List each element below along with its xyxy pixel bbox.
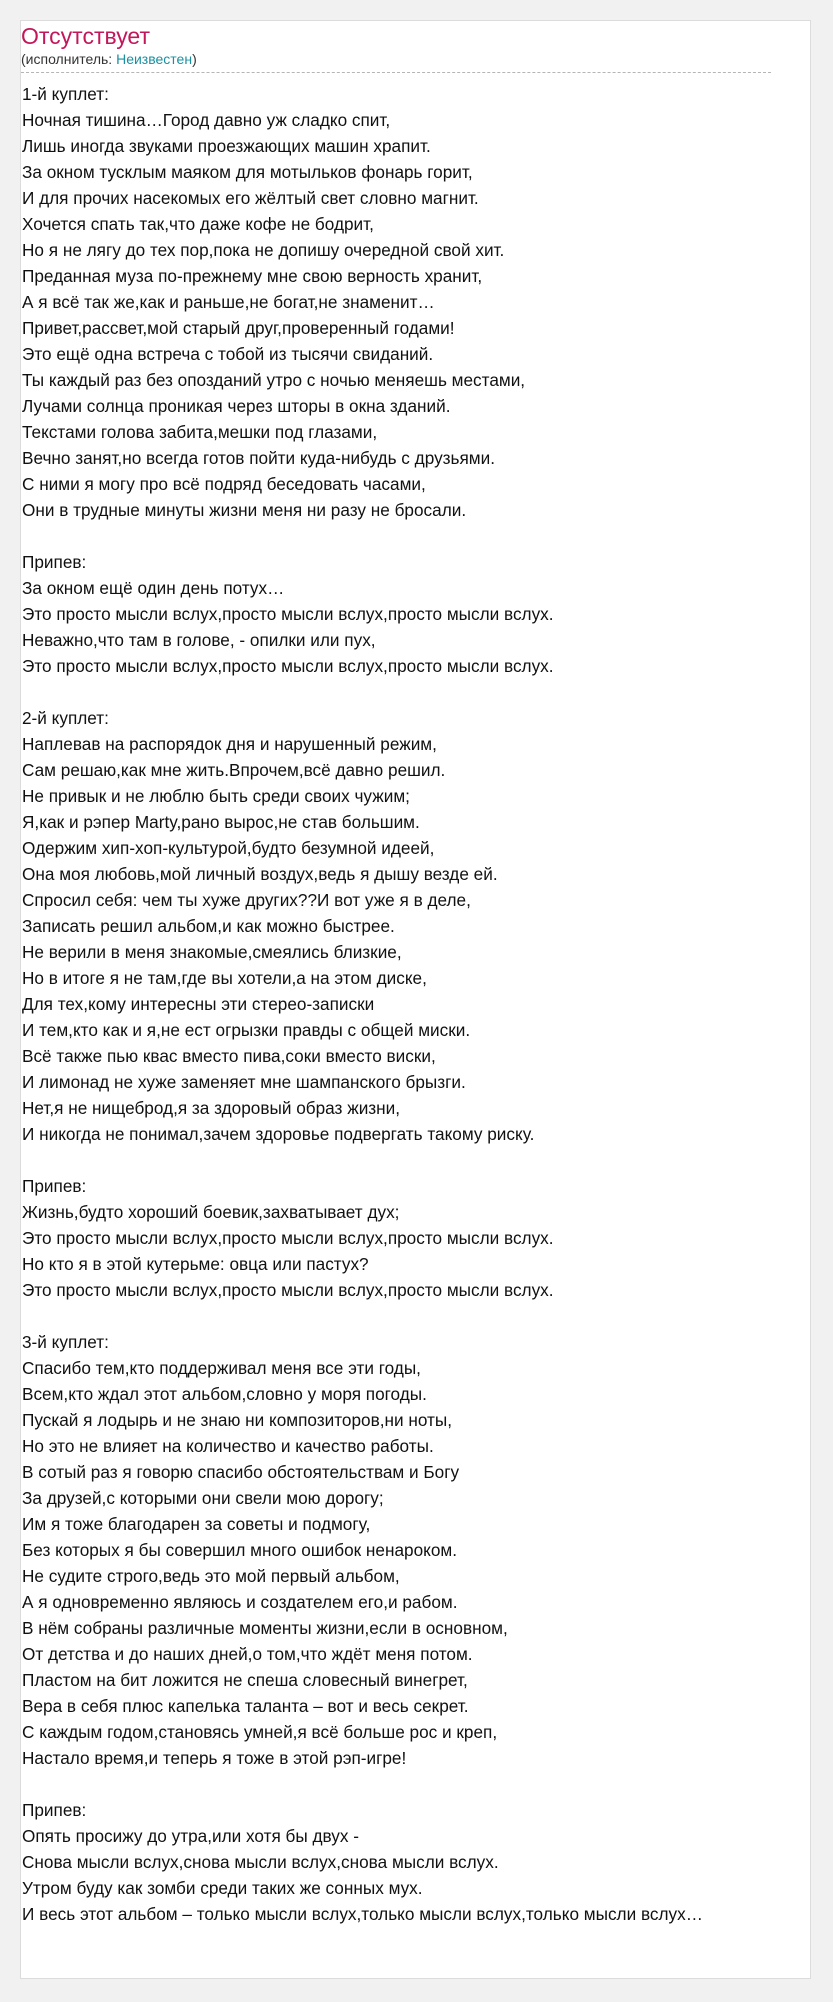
lyric-line: Это просто мысли вслух,просто мысли вслух,просто мысли вслух. (22, 656, 554, 676)
lyric-line: Вера в себя плюс капелька таланта – вот и весь секрет. (22, 1696, 469, 1716)
lyric-line: Но кто я в этой кутерьме: овца или пастух? (22, 1254, 369, 1274)
lyric-line: Опять просижу до утра,или хотя бы двух - (22, 1826, 359, 1846)
lyric-line: За окном ещё один день потух… (22, 578, 285, 598)
lyric-line: И весь этот альбом – только мысли вслух,только мысли вслух,только мысли вслух… (22, 1904, 703, 1924)
lyric-line: Не привык и не люблю быть среди своих чужим; (22, 786, 410, 806)
lyric-line: Ты каждый раз без опозданий утро с ночью меняешь местами, (22, 370, 526, 390)
lyric-line: Наплевав на распорядок дня и нарушенный режим, (22, 734, 437, 754)
lyric-line: Всем,кто ждал этот альбом,словно у моря погоды. (22, 1384, 427, 1404)
lyric-line: Текстами голова забита,мешки под глазами, (22, 422, 378, 442)
lyric-blank-line (22, 523, 792, 549)
lyric-line: Но это не влияет на количество и качество работы. (22, 1436, 434, 1456)
lyric-line: Припев: (22, 1176, 87, 1196)
artist-link[interactable]: Неизвестен (116, 51, 193, 67)
header-divider (21, 72, 771, 73)
lyric-line: Без которых я бы совершил много ошибок ненароком. (22, 1540, 457, 1560)
lyric-line: Это ещё одна встреча с тобой из тысячи свиданий. (22, 344, 434, 364)
lyric-line: Лишь иногда звуками проезжающих машин храпит. (22, 136, 431, 156)
lyric-line: Им я тоже благодарен за советы и подмогу, (22, 1514, 371, 1534)
lyric-line: Я,как и рэпер Marty,рано вырос,не став большим. (22, 812, 420, 832)
lyric-line: Для тех,кому интересны эти стерео-записки (22, 994, 375, 1014)
song-title: Отсутствует (21, 23, 150, 49)
lyric-line: В сотый раз я говорю спасибо обстоятельствам и Богу (22, 1462, 460, 1482)
lyric-line: Утром буду как зомби среди таких же сонных мух. (22, 1878, 423, 1898)
lyric-line: Они в трудные минуты жизни меня ни разу не бросали. (22, 500, 467, 520)
lyric-line: Жизнь,будто хороший боевик,захватывает дух; (22, 1202, 400, 1222)
lyric-line: Лучами солнца проникая через шторы в окна зданий. (22, 396, 451, 416)
lyric-line: 3-й куплет: (22, 1332, 109, 1352)
lyric-line: Не верили в меня знакомые,смеялись близкие, (22, 942, 402, 962)
lyric-line: В нём собраны различные моменты жизни,если в основном, (22, 1618, 508, 1638)
lyric-line: А я одновременно являюсь и создателем его,и рабом. (22, 1592, 458, 1612)
lyric-line: Это просто мысли вслух,просто мысли вслух,просто мысли вслух. (22, 1280, 554, 1300)
lyric-line: И для прочих насекомых его жёлтый свет словно магнит. (22, 188, 479, 208)
lyric-line: Настало время,и теперь я тоже в этой рэп-игре! (22, 1748, 407, 1768)
song-header (21, 22, 771, 68)
lyric-line: Но я не лягу до тех пор,пока не допишу очередной свой хит. (22, 240, 505, 260)
lyric-line: Ночная тишина…Город давно уж сладко спит, (22, 110, 391, 130)
artist-line (21, 50, 771, 68)
artist-suffix: ) (192, 51, 197, 67)
lyric-line: Это просто мысли вслух,просто мысли вслух,просто мысли вслух. (22, 1228, 554, 1248)
lyric-line: За окном тусклым маяком для мотыльков фонарь горит, (22, 162, 473, 182)
lyric-line: Спасибо тем,кто поддерживал меня все эти годы, (22, 1358, 421, 1378)
lyric-line: Сам решаю,как мне жить.Впрочем,всё давно решил. (22, 760, 446, 780)
lyric-line: Записать решил альбом,и как можно быстрее. (22, 916, 395, 936)
lyric-blank-line (22, 1771, 792, 1797)
lyric-line: Но в итоге я не там,где вы хотели,а на этом диске, (22, 968, 427, 988)
lyric-line: 2-й куплет: (22, 708, 109, 728)
lyric-line: Всё также пью квас вместо пива,соки вместо виски, (22, 1046, 436, 1066)
lyric-line: А я всё так же,как и раньше,не богат,не знаменит… (22, 292, 435, 312)
lyric-line: Хочется спать так,что даже кофе не бодрит, (22, 214, 374, 234)
lyric-line: Одержим хип-хоп-культурой,будто безумной идеей, (22, 838, 435, 858)
lyric-blank-line (22, 1147, 792, 1173)
lyric-blank-line (22, 679, 792, 705)
lyric-line: Преданная муза по-прежнему мне свою верность хранит, (22, 266, 483, 286)
lyrics-text (22, 81, 792, 1927)
lyric-line: Она моя любовь,мой личный воздух,ведь я дышу везде ей. (22, 864, 498, 884)
lyric-line: И никогда не понимал,зачем здоровье подвергать такому риску. (22, 1124, 535, 1144)
artist-prefix: (исполнитель: (21, 51, 117, 67)
lyric-line: Не судите строго,ведь это мой первый альбом, (22, 1566, 400, 1586)
lyric-line: От детства и до наших дней,о том,что ждёт меня потом. (22, 1644, 473, 1664)
lyric-line: 1-й куплет: (22, 84, 109, 104)
lyric-line: Пластом на бит ложится не спеша словесный винегрет, (22, 1670, 468, 1690)
lyric-line: За друзей,с которыми они свели мою дорогу; (22, 1488, 384, 1508)
lyric-line: С ними я могу про всё подряд беседовать часами, (22, 474, 426, 494)
lyric-line: С каждым годом,становясь умней,я всё больше рос и креп, (22, 1722, 498, 1742)
lyric-line: Пускай я лодырь и не знаю ни композиторов,ни ноты, (22, 1410, 453, 1430)
lyric-line: И тем,кто как и я,не ест огрызки правды с общей миски. (22, 1020, 471, 1040)
lyric-line: Это просто мысли вслух,просто мысли вслух,просто мысли вслух. (22, 604, 554, 624)
lyric-line: Нет,я не нищеброд,я за здоровый образ жизни, (22, 1098, 401, 1118)
lyric-blank-line (22, 1303, 792, 1329)
lyric-line: Припев: (22, 1800, 87, 1820)
lyric-line: Привет,рассвет,мой старый друг,проверенный годами! (22, 318, 455, 338)
lyric-line: Снова мысли вслух,снова мысли вслух,снова мысли вслух. (22, 1852, 499, 1872)
lyric-line: Неважно,что там в голове, - опилки или пух, (22, 630, 376, 650)
lyric-line: Спросил себя: чем ты хуже других??И вот уже я в деле, (22, 890, 471, 910)
lyric-line: И лимонад не хуже заменяет мне шампанского брызги. (22, 1072, 466, 1092)
lyric-line: Вечно занят,но всегда готов пойти куда-нибудь с друзьями. (22, 448, 495, 468)
lyric-line: Припев: (22, 552, 87, 572)
